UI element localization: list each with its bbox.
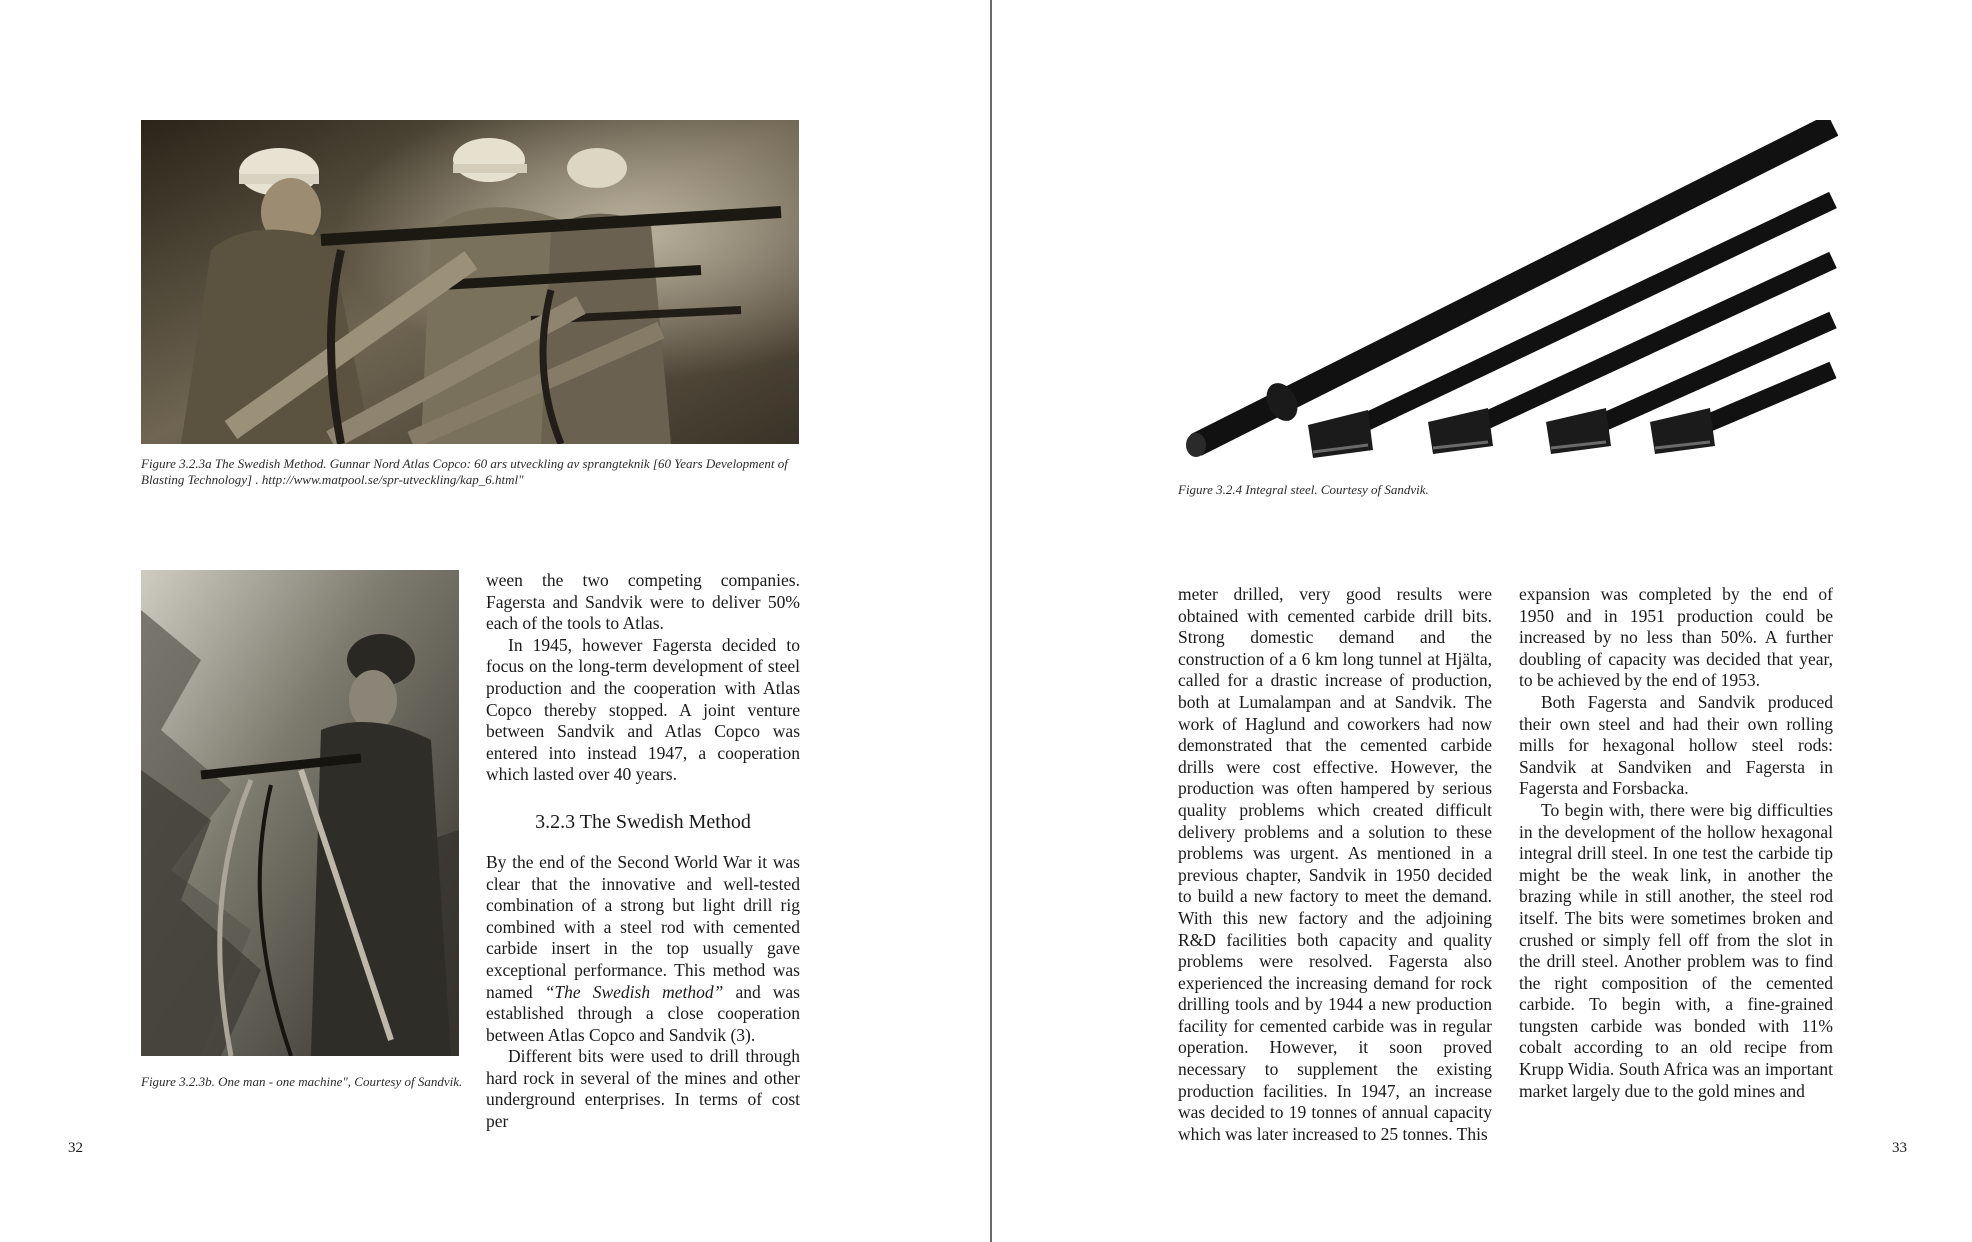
section-paragraph: Different bits were used to drill through hard rock in several of the mines and other underground enterprises. In terms of cost per (486, 1046, 800, 1132)
figure-3-2-3b-caption: Figure 3.2.3b. One man - one machine", Courtesy of Sandvik. (141, 1074, 463, 1089)
drill-rods-image (1178, 120, 1838, 465)
page-number-right: 33 (1892, 1140, 1907, 1156)
body-paragraph: meter drilled, very good results were obtained with cemented carbide drill bits. Strong domestic demand and the construction of a 6 km long tunnel at Hjälta, called for a drastic increase of production, both at Lumalampan and at Sandvik. The work of Haglund and coworkers had now demonstrated that the cemented carbide drills were cost effective. However, the production was often hampered by serious quality problems which created difficult delivery problems and a solution to these problems was urgent. As mentioned in a previous chapter, Sandvik in 1950 decided to build a new factory to meet the demand. With this new factory and the adjoining R&D facilities both capacity and quality problems were resolved. Fagersta also experienced the increasing demand for rock drilling tools and by 1944 a new production facility for cemented carbide was in regular operation. However, it soon proved necessary to supplement the existing production facilities. In 1947, an increase was decided to 19 tonnes of annual capacity which was later increased to 25 tonnes. This (1178, 584, 1492, 1144)
figure-integral-steel-photo (1178, 120, 1838, 465)
body-paragraph: Both Fagersta and Sandvik produced their own steel and had their own rolling mills for hexagonal hollow steel rods: Sandvik at Sandviken and Fagersta in Fagersta and Forsbacka. (1519, 691, 1833, 799)
right-page (992, 0, 1972, 1242)
figure-swedish-method-photo (141, 120, 799, 444)
section-paragraph (486, 852, 800, 1046)
miner-with-drill-image (141, 570, 459, 1056)
section-text: By the end of the Second World War it was clear that the innovative and well-tested combination of a strong but light drill rig combined with a steel rod with cemented carbide insert in the top usually gave exceptional performance. This method was named (486, 851, 800, 1002)
body-paragraph: In 1945, however Fagersta decided to focus on the long-term development of steel production and the cooperation with Atlas Copco thereby stopped. A joint venture between Sandvik and Atlas Copco was entered into instead 1947, a cooperation which lasted over 40 years. (486, 634, 800, 785)
figure-one-man-one-machine-photo (141, 570, 459, 1056)
miners-drilling-image (141, 120, 799, 444)
section-heading: 3.2.3 The Swedish Method (535, 810, 751, 833)
section-text: and was established through a close cooperation between Atlas Copco and Sandvik (3). (486, 981, 800, 1045)
right-page-body-column-1 (1178, 584, 1492, 1145)
left-page-body-column (486, 570, 800, 1133)
right-page-body-column-2 (1519, 584, 1833, 1102)
body-paragraph: ween the two competing companies. Fagersta and Sandvik were to deliver 50% each of the tools to Atlas. (486, 570, 800, 634)
body-paragraph: expansion was completed by the end of 1950 and in 1951 production could be increased by no less than 50%. A further doubling of capacity was decided that year, to be achieved by the end of 1953. (1519, 584, 1833, 691)
figure-3-2-3a-caption: Figure 3.2.3a The Swedish Method. Gunnar Nord Atlas Copco: 60 ars utveckling av sprangteknik [60 Years Development of Blasting Technology] . http://www.matpool.se/spr-utveckling/kap_6.html" (141, 456, 788, 487)
swedish-method-emphasis: “The Swedish method” (544, 981, 724, 1002)
body-paragraph: To begin with, there were big difficulties in the development of the hollow hexagonal integral drill steel. In one test the carbide tip might be the weak link, in another the brazing while in still another, the steel rod itself. The bits were sometimes broken and crushed or simply fell off from the slot in the drill steel. Another problem was to find the right composition of the cemented carbide. To begin with, a fine-grained tungsten carbide was bonded with 11% cobalt according to an old recipe from Krupp Widia. South Africa was an important market largely due to the gold mines and (1519, 799, 1833, 1101)
figure-3-2-4-caption: Figure 3.2.4 Integral steel. Courtesy of Sandvik. (1178, 482, 1429, 497)
page-number-left: 32 (68, 1140, 83, 1156)
